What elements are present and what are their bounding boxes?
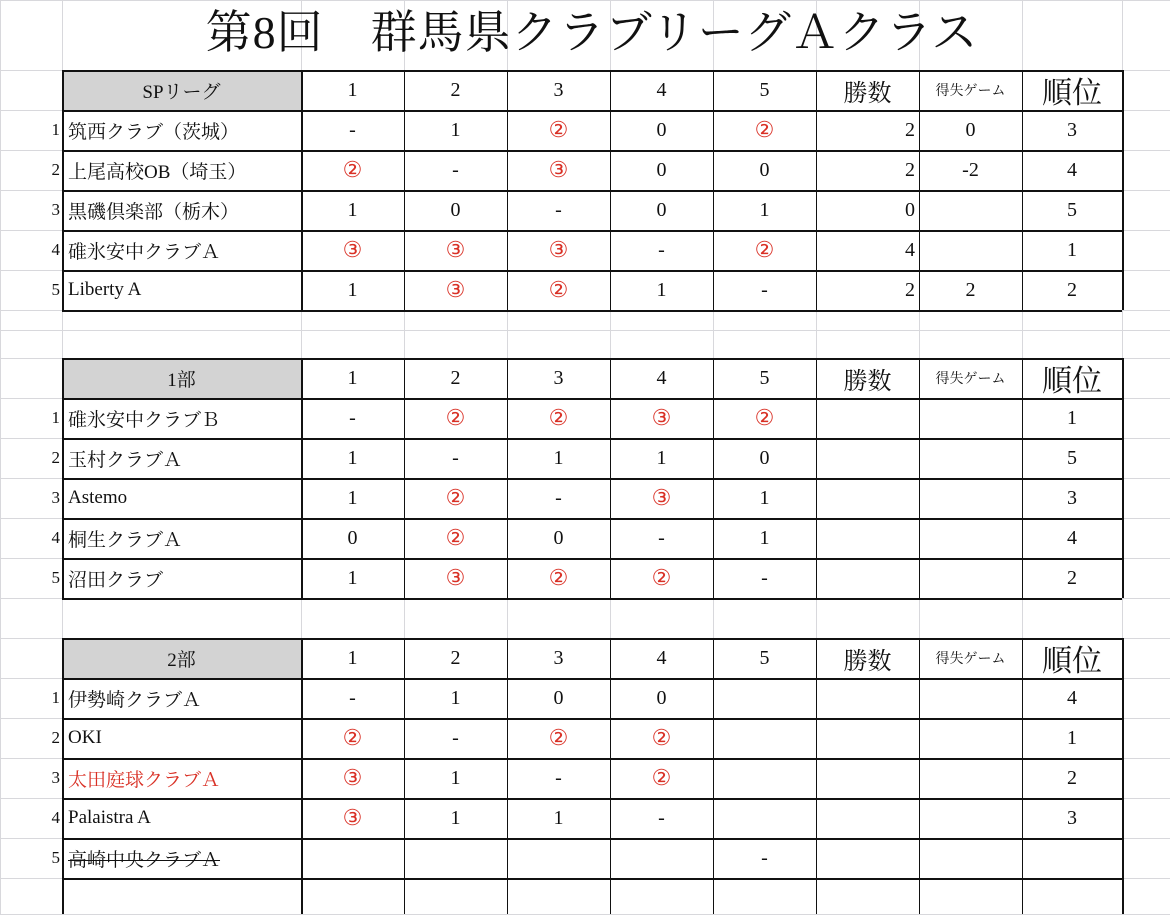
row-border: [62, 758, 1122, 760]
game-diff-header: 得失ゲーム: [935, 372, 1006, 387]
match-result-cell[interactable]: -: [349, 686, 356, 709]
row-border: [62, 598, 1122, 600]
team-name[interactable]: 玉村クラブＡ: [68, 449, 183, 471]
column-border: [507, 878, 508, 914]
row-border: [62, 838, 1122, 840]
match-result-cell[interactable]: 0: [759, 158, 770, 181]
column-border: [816, 878, 817, 914]
team-name[interactable]: 高崎中央クラブＡ: [68, 849, 221, 871]
column-header-5: 5: [759, 78, 770, 101]
match-result-cell[interactable]: ②: [754, 237, 775, 262]
rank-header: 順位: [1042, 365, 1102, 398]
rank-cell[interactable]: 2: [1067, 278, 1077, 301]
wins-cell[interactable]: [816, 678, 919, 718]
match-result-cell[interactable]: ③: [445, 565, 466, 590]
wins-cell[interactable]: [816, 838, 919, 878]
wins-cell[interactable]: [816, 758, 919, 798]
match-result-cell[interactable]: ②: [651, 565, 672, 590]
rank-cell[interactable]: 1: [1067, 406, 1077, 429]
game-diff-cell[interactable]: [919, 758, 1022, 798]
table-border: [301, 878, 303, 914]
row-number: 3: [51, 488, 60, 507]
rank-cell[interactable]: 3: [1067, 806, 1077, 829]
rank-cell[interactable]: 1: [1067, 238, 1077, 261]
game-diff-cell[interactable]: [919, 190, 1022, 230]
game-diff-cell[interactable]: [919, 398, 1022, 438]
match-result-cell[interactable]: 1: [347, 486, 358, 509]
gridline-horizontal: [0, 330, 1170, 331]
match-result-cell[interactable]: 0: [656, 118, 667, 141]
team-name[interactable]: Astemo: [68, 487, 128, 508]
wins-cell[interactable]: [816, 518, 919, 558]
column-header-5: 5: [759, 646, 770, 669]
rank-cell[interactable]: 2: [1067, 566, 1077, 589]
match-result-cell[interactable]: 0: [553, 686, 564, 709]
wins-cell[interactable]: [816, 718, 919, 758]
match-result-cell[interactable]: 0: [656, 158, 667, 181]
match-result-cell[interactable]: [301, 838, 404, 878]
game-diff-cell[interactable]: [919, 230, 1022, 270]
game-diff-cell[interactable]: [919, 518, 1022, 558]
match-result-cell[interactable]: 1: [450, 806, 461, 829]
match-result-cell[interactable]: -: [349, 118, 356, 141]
match-result-cell[interactable]: ②: [548, 405, 569, 430]
game-diff-header: 得失ゲーム: [935, 652, 1006, 667]
rank-cell[interactable]: 1: [1067, 726, 1077, 749]
row-border: [62, 230, 1122, 232]
match-result-cell[interactable]: [610, 838, 713, 878]
league-label: SPリーグ: [62, 70, 301, 110]
team-name[interactable]: Liberty A: [68, 279, 142, 300]
match-result-cell[interactable]: 0: [656, 198, 667, 221]
table-border: [1122, 638, 1124, 878]
row-number: 5: [51, 568, 60, 587]
match-result-cell[interactable]: [713, 718, 816, 758]
wins-cell[interactable]: 2: [905, 158, 915, 181]
row-border: [62, 270, 1122, 272]
wins-cell[interactable]: [816, 438, 919, 478]
team-name[interactable]: 上尾高校OB（埼玉）: [68, 161, 247, 183]
match-result-cell[interactable]: ③: [548, 237, 569, 262]
match-result-cell[interactable]: -: [452, 726, 459, 749]
match-result-cell[interactable]: ②: [548, 725, 569, 750]
rank-cell[interactable]: 3: [1067, 486, 1077, 509]
match-result-cell[interactable]: 1: [347, 278, 358, 301]
game-diff-cell[interactable]: [919, 798, 1022, 838]
game-diff-header: 得失ゲーム: [935, 84, 1006, 99]
table-border: [1122, 358, 1124, 598]
column-border: [919, 878, 920, 914]
wins-header: 勝数: [843, 648, 892, 675]
match-result-cell[interactable]: 0: [656, 686, 667, 709]
game-diff-cell[interactable]: [919, 478, 1022, 518]
match-result-cell[interactable]: 1: [450, 766, 461, 789]
table-border: [1122, 70, 1124, 310]
match-result-cell[interactable]: 1: [759, 198, 770, 221]
rank-cell[interactable]: 2: [1067, 766, 1077, 789]
match-result-cell[interactable]: ②: [651, 765, 672, 790]
match-result-cell[interactable]: [713, 678, 816, 718]
row-border: [62, 478, 1122, 480]
row-number: 4: [51, 808, 60, 827]
rank-cell[interactable]: 4: [1067, 158, 1077, 181]
column-header-5: 5: [759, 366, 770, 389]
match-result-cell[interactable]: [507, 838, 610, 878]
row-number: 3: [51, 200, 60, 219]
wins-cell[interactable]: 4: [905, 238, 915, 261]
rank-cell[interactable]: 4: [1067, 526, 1077, 549]
match-result-cell[interactable]: 1: [553, 446, 564, 469]
row-border: [62, 190, 1122, 192]
match-result-cell[interactable]: ②: [445, 485, 466, 510]
row-border: [62, 398, 1122, 400]
team-name[interactable]: 伊勢崎クラブＡ: [68, 689, 202, 711]
game-diff-cell[interactable]: -2: [962, 158, 979, 181]
match-result-cell[interactable]: ②: [342, 725, 363, 750]
team-name[interactable]: 桐生クラブＡ: [68, 529, 183, 551]
match-result-cell[interactable]: ③: [342, 805, 363, 830]
match-result-cell[interactable]: -: [658, 526, 665, 549]
column-header-2: 2: [450, 646, 461, 669]
row-border: [62, 110, 1122, 112]
match-result-cell[interactable]: ③: [651, 405, 672, 430]
team-name[interactable]: 碓氷安中クラブＢ: [68, 409, 221, 431]
row-number: 1: [51, 408, 60, 427]
match-result-cell[interactable]: ②: [548, 117, 569, 142]
match-result-cell[interactable]: ②: [754, 405, 775, 430]
row-number: 4: [51, 240, 60, 259]
column-header-1: 1: [347, 366, 358, 389]
row-number: 1: [51, 688, 60, 707]
match-result-cell[interactable]: 1: [759, 526, 770, 549]
wins-cell[interactable]: [816, 798, 919, 838]
row-number: 2: [51, 448, 60, 467]
match-result-cell[interactable]: -: [761, 566, 768, 589]
column-header-4: 4: [656, 366, 667, 389]
table-border: [62, 878, 64, 914]
row-number: 4: [51, 528, 60, 547]
wins-header: 勝数: [843, 80, 892, 107]
rank-cell[interactable]: 3: [1067, 118, 1077, 141]
wins-cell[interactable]: 0: [905, 198, 915, 221]
match-result-cell[interactable]: 1: [450, 686, 461, 709]
match-result-cell[interactable]: 1: [450, 118, 461, 141]
match-result-cell[interactable]: ②: [651, 725, 672, 750]
match-result-cell[interactable]: -: [658, 806, 665, 829]
match-result-cell[interactable]: -: [761, 846, 768, 869]
row-number: 3: [51, 768, 60, 787]
team-name[interactable]: 筑西クラブ（茨城）: [68, 121, 240, 143]
match-result-cell[interactable]: [713, 758, 816, 798]
game-diff-cell[interactable]: [919, 438, 1022, 478]
match-result-cell[interactable]: 1: [656, 278, 667, 301]
team-name[interactable]: 太田庭球クラブＡ: [68, 769, 221, 791]
match-result-cell[interactable]: ②: [445, 405, 466, 430]
column-header-3: 3: [553, 646, 564, 669]
column-header-2: 2: [450, 78, 461, 101]
match-result-cell[interactable]: -: [349, 406, 356, 429]
rank-cell[interactable]: 5: [1067, 198, 1077, 221]
game-diff-cell[interactable]: 2: [965, 278, 976, 301]
match-result-cell[interactable]: ③: [651, 485, 672, 510]
column-header-3: 3: [553, 366, 564, 389]
row-border: [62, 558, 1122, 560]
match-result-cell[interactable]: ②: [548, 565, 569, 590]
match-result-cell[interactable]: ②: [548, 277, 569, 302]
rank-cell[interactable]: 5: [1067, 446, 1077, 469]
match-result-cell[interactable]: -: [452, 446, 459, 469]
league-label: 2部: [62, 638, 301, 678]
row-border: [62, 718, 1122, 720]
match-result-cell[interactable]: ③: [548, 157, 569, 182]
game-diff-cell[interactable]: [919, 558, 1022, 598]
game-diff-cell[interactable]: [919, 838, 1022, 878]
match-result-cell[interactable]: ②: [754, 117, 775, 142]
team-name[interactable]: Palaistra A: [68, 807, 151, 828]
column-header-1: 1: [347, 646, 358, 669]
page-title: 第8回 群馬県クラブリーグＡクラス: [205, 7, 979, 58]
game-diff-cell[interactable]: 0: [965, 118, 976, 141]
match-result-cell[interactable]: 0: [553, 526, 564, 549]
row-border: [62, 310, 1122, 312]
row-number: 5: [51, 848, 60, 867]
row-border: [62, 438, 1122, 440]
game-diff-cell[interactable]: [919, 678, 1022, 718]
match-result-cell[interactable]: 1: [347, 446, 358, 469]
match-result-cell[interactable]: 0: [347, 526, 358, 549]
match-result-cell[interactable]: 0: [759, 446, 770, 469]
match-result-cell[interactable]: 1: [347, 566, 358, 589]
column-header-3: 3: [553, 78, 564, 101]
column-header-1: 1: [347, 78, 358, 101]
wins-cell[interactable]: 2: [905, 278, 915, 301]
team-name[interactable]: 沼田クラブ: [68, 569, 164, 591]
wins-cell[interactable]: [816, 478, 919, 518]
game-diff-cell[interactable]: [919, 718, 1022, 758]
wins-cell[interactable]: [816, 558, 919, 598]
table-border: [62, 638, 1122, 640]
wins-cell[interactable]: [816, 398, 919, 438]
match-result-cell[interactable]: ②: [445, 525, 466, 550]
wins-header: 勝数: [843, 368, 892, 395]
match-result-cell[interactable]: -: [555, 198, 562, 221]
column-border: [404, 878, 405, 914]
match-result-cell[interactable]: 1: [553, 806, 564, 829]
rank-header: 順位: [1042, 645, 1102, 678]
row-border: [62, 878, 1122, 880]
column-header-4: 4: [656, 646, 667, 669]
match-result-cell[interactable]: ③: [342, 765, 363, 790]
rank-header: 順位: [1042, 77, 1102, 110]
match-result-cell[interactable]: [713, 798, 816, 838]
match-result-cell[interactable]: -: [555, 486, 562, 509]
column-border: [610, 878, 611, 914]
row-number: 5: [51, 280, 60, 299]
row-number: 2: [51, 728, 60, 747]
row-number: 1: [51, 120, 60, 139]
table-border: [62, 358, 1122, 360]
match-result-cell[interactable]: ②: [342, 157, 363, 182]
team-name[interactable]: 碓氷安中クラブＡ: [68, 241, 221, 263]
match-result-cell[interactable]: 1: [347, 198, 358, 221]
match-result-cell[interactable]: 0: [450, 198, 461, 221]
table-border: [1122, 878, 1124, 914]
row-border: [62, 518, 1122, 520]
column-header-2: 2: [450, 366, 461, 389]
row-number: 2: [51, 160, 60, 179]
wins-cell[interactable]: 2: [905, 118, 915, 141]
row-border: [62, 798, 1122, 800]
rank-cell[interactable]: 4: [1067, 686, 1077, 709]
match-result-cell[interactable]: -: [452, 158, 459, 181]
league-label: 1部: [62, 358, 301, 398]
match-result-cell[interactable]: ③: [342, 237, 363, 262]
match-result-cell[interactable]: -: [555, 766, 562, 789]
match-result-cell[interactable]: 1: [656, 446, 667, 469]
rank-cell[interactable]: [1022, 838, 1122, 878]
match-result-cell[interactable]: ③: [445, 237, 466, 262]
match-result-cell[interactable]: -: [761, 278, 768, 301]
column-border: [1022, 878, 1023, 914]
row-border: [62, 150, 1122, 152]
match-result-cell[interactable]: ③: [445, 277, 466, 302]
team-name[interactable]: 黒磯倶楽部（栃木）: [68, 201, 240, 223]
match-result-cell[interactable]: -: [658, 238, 665, 261]
column-border: [713, 878, 714, 914]
row-border: [62, 678, 1122, 680]
match-result-cell[interactable]: [404, 838, 507, 878]
team-name[interactable]: OKI: [68, 727, 102, 748]
match-result-cell[interactable]: 1: [759, 486, 770, 509]
table-border: [62, 70, 1122, 72]
column-header-4: 4: [656, 78, 667, 101]
